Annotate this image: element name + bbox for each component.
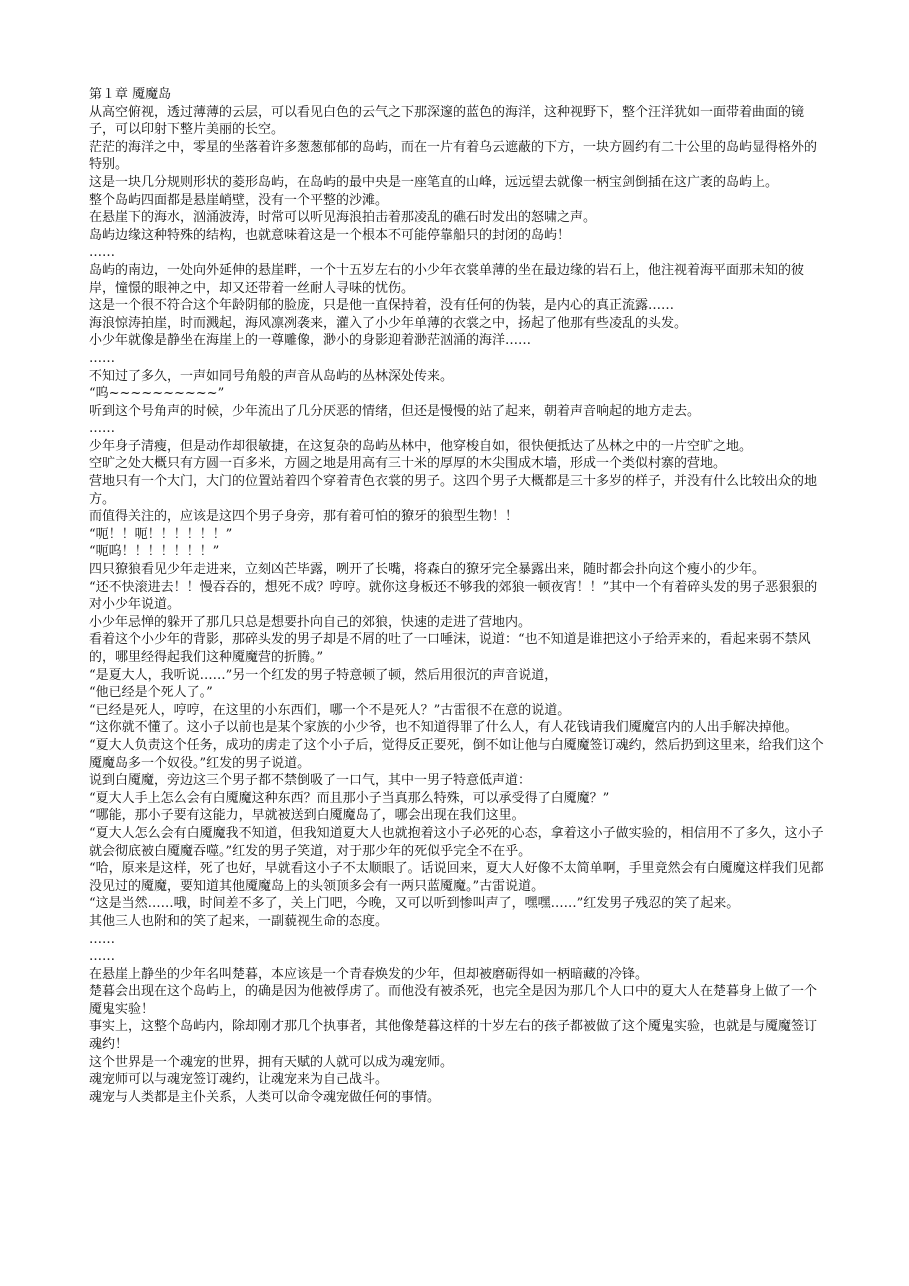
- paragraph: 其他三人也附和的笑了起来，一副藐视生命的态度。: [89, 913, 389, 929]
- paragraph: 整个岛屿四面都是悬崖峭壁，没有一个平整的沙滩。: [89, 192, 389, 208]
- paragraph: 在悬崖上静坐的少年名叫楚暮，本应该是一个青春焕发的少年，但却被磨砺得如一柄暗藏的冷锋。: [89, 966, 649, 982]
- paragraph: “这你就不懂了。这小子以前也是某个家族的小少爷，也不知道得罪了什么人，有人花钱请我们魇魔宫内的人出手解决掉他。: [89, 720, 798, 736]
- paragraph: “夏大人负责这个任务，成功的虏走了这个小子后，觉得反正要死，倒不如让他与白魇魔签订魂约，然后扔到这里来，给我们这个魇魔岛多一个奴役。”红发的男子说道。: [89, 737, 824, 771]
- paragraph: 海浪惊涛拍崖，时而溅起，海风凛冽袭来，灌入了小少年单薄的衣裳之中，扬起了他那有些凌乱的头发。: [89, 315, 688, 331]
- paragraph: 而值得关注的，应该是这四个男子身旁，那有着可怕的獠牙的狼型生物！！: [89, 509, 519, 525]
- paragraph: 看着这个小少年的背影，那碎头发的男子却是不屑的吐了一口唾沫，说道：“也不知道是谁把这小子给弄来的，看起来弱不禁风的，哪里经得起我们这种魇魔营的折腾。”: [89, 632, 811, 665]
- paragraph: 岛屿边缘这种特殊的结构，也就意味着这是一个根本不可能停靠船只的封闭的岛屿！: [89, 227, 571, 243]
- paragraph: 在悬崖下的海水，汹涌波涛，时常可以听见海浪拍击着那凌乱的礁石时发出的怒啸之声。: [89, 210, 597, 226]
- paragraph: 事实上，这整个岛屿内，除却刚才那几个执事者，其他像楚暮这样的十岁左右的孩子都被做了这个魇鬼实验，也就是与魇魔签订魂约！: [89, 1019, 818, 1053]
- paragraph: 空旷之处大概只有方圆一百多米，方圆之地是用高有三十米的厚厚的木尖围成木墙，形成一个类似村寨的营地。: [89, 456, 727, 472]
- paragraph: “呃！！呃！！！！！！”: [89, 526, 233, 542]
- chapter-title: 第１章 魇魔岛: [89, 87, 172, 102]
- document-body: [89, 104, 824, 1107]
- document-page: [89, 86, 824, 1106]
- paragraph: ……: [89, 245, 115, 261]
- paragraph: 不知过了多久，一声如同号角般的声音从岛屿的丛林深处传来。: [89, 368, 454, 384]
- paragraph: “哪能，那小子要有这能力，早就被送到白魇魔岛了，哪会出现在我们这里。: [89, 808, 525, 824]
- paragraph: ……: [89, 931, 115, 947]
- paragraph: 茫茫的海洋之中，零星的坐落着许多葱葱郁郁的岛屿，而在一片有着乌云遮蔽的下方，一块方圆约有二十公里的岛屿显得格外的特别。: [89, 139, 818, 173]
- paragraph: 魂宠与人类都是主仆关系，人类可以命令魂宠做任何的事情。: [89, 1089, 441, 1105]
- paragraph: “夏大人手上怎么会有白魇魔这种东西？而且那小子当真那么特殊，可以承受得了白魇魔？”: [89, 790, 610, 806]
- paragraph: “还不快滚进去！！慢吞吞的，想死不成？哼哼。就你这身板还不够我的郊狼一顿夜宵！！”其中一个有着碎头发的男子恶狠狠的对小少年说道。: [89, 579, 818, 613]
- paragraph: “这是当然……哦，时间差不多了，关上门吧，今晚，又可以听到惨叫声了，嘿嘿……”红发男子残忍的笑了起来。: [89, 896, 740, 912]
- paragraph: 楚暮会出现在这个岛屿上，的确是因为他被俘虏了。而他没有被杀死，也完全是因为那几个人口中的夏大人在楚暮身上做了一个魇鬼实验！: [89, 984, 818, 1017]
- paragraph: “呜~~~~~~~~~~”: [89, 386, 225, 402]
- paragraph: 营地只有一个大门，大门的位置站着四个穿着青色衣裳的男子。这四个男子大概都是三十多岁的样子，并没有什么比较出众的地方。: [89, 474, 818, 507]
- paragraph: “他已经是个死人了。”: [89, 685, 213, 701]
- paragraph: 四只獠狼看见少年走进来，立刻凶芒毕露，咧开了长嘴，将森白的獠牙完全暴露出来，随时都会扑向这个瘦小的少年。: [89, 562, 766, 578]
- paragraph: 少年身子清瘦，但是动作却很敏捷，在这复杂的岛屿丛林中，他穿梭自如，很快便抵达了丛林之中的一片空旷之地。: [89, 438, 753, 454]
- paragraph: “呃呜！！！！！！！”: [89, 544, 220, 560]
- paragraph: ……: [89, 421, 115, 437]
- paragraph: 从高空俯视，透过薄薄的云层，可以看见白色的云气之下那深邃的蓝色的海洋，这种视野下，整个汪洋犹如一面带着曲面的镜子，可以印射下整片美丽的长空。: [89, 104, 805, 138]
- paragraph: ……: [89, 350, 115, 366]
- paragraph: 魂宠师可以与魂宠签订魂约，让魂宠来为自己战斗。: [89, 1072, 389, 1088]
- paragraph: 听到这个号角声的时候，少年流出了几分厌恶的情绪，但还是慢慢的站了起来，朝着声音响起的地方走去。: [89, 403, 701, 419]
- paragraph: 说到白魇魔，旁边这三个男子都不禁倒吸了一口气，其中一男子特意低声道：: [89, 773, 532, 789]
- paragraph: 这个世界是一个魂宠的世界，拥有天赋的人就可以成为魂宠师。: [89, 1054, 454, 1070]
- paragraph: 这是一个很不符合这个年龄阴郁的脸庞，只是他一直保持着，没有任何的伪装，是内心的真正流露……: [89, 298, 675, 314]
- paragraph: “已经是死人，哼哼，在这里的小东西们，哪一个不是死人？”古雷很不在意的说道。: [89, 702, 571, 718]
- paragraph: 这是一块几分规则形状的菱形岛屿，在岛屿的最中央是一座笔直的山峰，远远望去就像一柄宝剑倒插在这广袤的岛屿上。: [89, 174, 779, 190]
- paragraph: “是夏大人，我听说……”另一个红发的男子特意顿了顿，然后用很沉的声音说道，: [89, 667, 558, 683]
- paragraph: ……: [89, 949, 115, 965]
- paragraph: 小少年忌惮的躲开了那几只总是想要扑向自己的郊狼，快速的走进了营地内。: [89, 614, 532, 630]
- paragraph: “夏大人怎么会有白魇魔我不知道，但我知道夏大人也就抱着这小子必死的心态，拿着这小子做实验的，相信用不了多久，这小子就会彻底被白魇魔吞噬。”红发的男子笑道，对于那少年的死似乎完全不在乎。: [89, 825, 824, 859]
- paragraph: 岛屿的南边，一处向外延伸的悬崖畔，一个十五岁左右的小少年衣裳单薄的坐在最边缘的岩石上，他注视着海平面那未知的彼岸，憧憬的眼神之中，却又还带着一丝耐人寻味的忧伤。: [89, 262, 805, 296]
- paragraph: “哈，原来是这样，死了也好，早就看这小子不太顺眼了。话说回来，夏大人好像不太简单啊，手里竟然会有白魇魔这样我们见都没见过的魇魔，要知道其他魇魔岛上的头领顶多会有一两只蓝魇魔。”古雷说道。: [89, 861, 824, 894]
- paragraph: 小少年就像是静坐在海崖上的一尊雕像，渺小的身影迎着渺茫汹涌的海洋……: [89, 333, 532, 349]
